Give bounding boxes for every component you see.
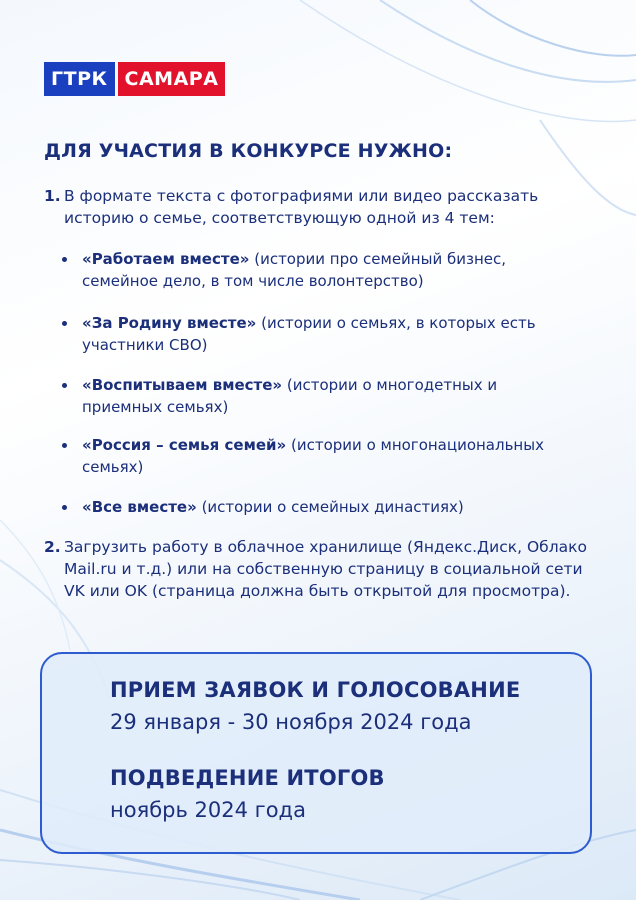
topic-desc: (истории о семейных династиях)	[201, 498, 464, 516]
topic-desc: (истории о многодетных и приемных семьях)	[82, 376, 498, 416]
step-1-number: 1.	[44, 187, 61, 205]
topic-title: «За Родину вместе»	[82, 314, 257, 332]
logo-samara: САМАРА	[118, 62, 226, 96]
step-1-text: В формате текста с фотографиями или видео рассказать историю о семье, соответствующую одной из 4 тем:	[64, 187, 539, 227]
list-item	[60, 312, 582, 356]
topic-desc: (истории о семьях, в которых есть участники СВО)	[82, 314, 536, 354]
topic-desc: (истории о многонациональных семьях)	[82, 436, 544, 476]
topic-title: «Россия – семья семей»	[82, 436, 287, 454]
gtrk-samara-logo	[44, 62, 225, 96]
list-item	[60, 374, 582, 418]
results-dates: ноябрь 2024 года	[110, 798, 306, 822]
step-1	[44, 185, 604, 229]
results-title: ПОДВЕДЕНИЕ ИТОГОВ	[110, 766, 385, 790]
list-item	[60, 496, 582, 518]
list-item	[60, 434, 582, 478]
list-item	[60, 248, 582, 292]
topic-title: «Работаем вместе»	[82, 250, 250, 268]
dates-info-box	[40, 652, 592, 854]
topic-title: «Воспитываем вместе»	[82, 376, 283, 394]
topic-title: «Все вместе»	[82, 498, 197, 516]
page-title: ДЛЯ УЧАСТИЯ В КОНКУРСЕ НУЖНО:	[44, 140, 453, 162]
logo-gtrk: ГТРК	[44, 62, 115, 96]
step-2-text: Загрузить работу в облачное хранилище (Яндекс.Диск, Облако Mail.ru и т.д.) или на собственную страницу в социальной сети VK или OK (страница должна быть открытой для просмотра).	[64, 538, 587, 600]
applications-voting-title: ПРИЕМ ЗАЯВОК И ГОЛОСОВАНИЕ	[110, 678, 521, 702]
step-2-number: 2.	[44, 538, 61, 556]
applications-voting-dates: 29 января - 30 ноября 2024 года	[110, 710, 472, 734]
step-2	[44, 536, 604, 602]
topic-desc: (истории про семейный бизнес, семейное дело, в том числе волонтерство)	[82, 250, 507, 290]
